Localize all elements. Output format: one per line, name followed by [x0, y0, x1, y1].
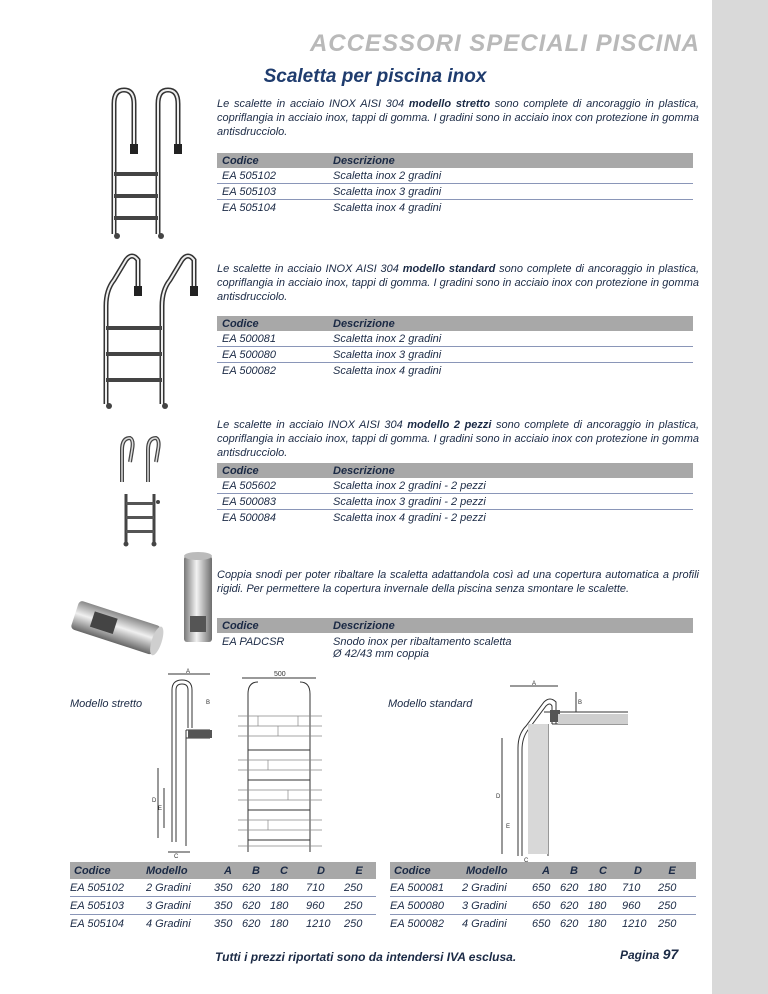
header-b: B — [252, 864, 260, 877]
header-codice: Codice — [394, 864, 431, 877]
section-4-table — [217, 618, 693, 667]
header-codice: Codice — [74, 864, 111, 877]
section-1-table — [217, 153, 693, 216]
cell-d: 960 — [622, 899, 641, 912]
header-d: D — [317, 864, 325, 877]
table-header — [217, 618, 693, 633]
dim-500: 500 — [274, 671, 286, 678]
table-row — [217, 200, 693, 216]
cell-descrizione-line-1: Snodo inox per ribaltamento scaletta — [333, 636, 512, 648]
header-b: B — [570, 864, 578, 877]
cell-d: 710 — [622, 881, 641, 894]
cell-modello: 2 Gradini — [462, 881, 507, 894]
cell-codice: EA 505102 — [222, 169, 277, 182]
diagram-standard-label: Modello standard — [388, 698, 473, 710]
cell-b: 620 — [242, 899, 261, 912]
table-row — [217, 184, 693, 200]
cell-d: 1210 — [306, 918, 331, 930]
page-label: Pagina — [620, 948, 660, 962]
cell-a: 350 — [214, 881, 233, 894]
header-codice: Codice — [222, 619, 259, 632]
section-1-description: Le scalette in acciaio INOX AISI 304 modello stretto sono complete di ancoraggio in plastica, copriflangia in acciaio inox, tappi di gomma. I gradini sono in acciaio inox con protezione in gomma antisdrucciolo. — [217, 98, 699, 138]
cell-descrizione — [333, 636, 693, 660]
cell-codice: EA 505102 — [70, 881, 125, 894]
cell-c: 180 — [588, 881, 607, 894]
ladder-2-pezzi-image — [112, 432, 184, 550]
cell-descrizione-line-2: Ø 42/43 mm coppia — [333, 648, 429, 660]
header-codice: Codice — [222, 317, 259, 330]
cell-descrizione: Scaletta inox 4 gradini - 2 pezzi — [333, 512, 486, 524]
cell-descrizione: Scaletta inox 3 gradini - 2 pezzi — [333, 495, 486, 508]
table-row — [217, 363, 693, 379]
table-row — [217, 168, 693, 184]
table-row — [390, 879, 696, 897]
ladder-stretto-image — [100, 84, 200, 244]
cell-b: 620 — [242, 918, 261, 930]
header-e: E — [668, 864, 676, 877]
cell-codice: EA 500081 — [222, 332, 277, 345]
cell-c: 180 — [588, 918, 607, 930]
cell-codice: EA 505103 — [70, 899, 125, 912]
section-2-description: Le scalette in acciaio INOX AISI 304 modello standard sono complete di ancoraggio in plastica, copriflangia in acciaio inox, tappi di gomma. I gradini sono in acciaio inox con protezione in gomma antisdrucciolo. — [217, 263, 700, 303]
cell-b: 620 — [560, 918, 579, 930]
table-row — [70, 879, 376, 897]
cell-a: 650 — [532, 899, 551, 912]
cell-descrizione: Scaletta inox 3 gradini — [333, 348, 442, 361]
cell-codice: EA 500083 — [222, 495, 277, 508]
diagram-stretto-front — [224, 668, 334, 864]
ladder-standard-image — [92, 246, 202, 412]
cell-d: 1210 — [622, 918, 647, 930]
section-2-table — [217, 316, 693, 379]
header-descrizione: Descrizione — [333, 154, 395, 167]
cell-e: 250 — [344, 899, 363, 912]
table-row — [217, 331, 693, 347]
dim-E-std: E — [506, 824, 511, 830]
header-a: A — [542, 864, 550, 877]
cell-codice: EA 500081 — [390, 881, 445, 894]
header-descrizione: Descrizione — [333, 317, 395, 330]
cell-codice: EA PADCSR — [222, 636, 285, 648]
header-a: A — [224, 864, 232, 877]
cell-descrizione: Scaletta inox 3 gradini — [333, 185, 442, 198]
header-descrizione: Descrizione — [333, 619, 395, 632]
table-row — [390, 897, 696, 915]
cell-codice: EA 500084 — [222, 512, 277, 524]
cell-e: 250 — [658, 881, 677, 894]
page-number-value: 97 — [662, 946, 679, 962]
header-c: C — [599, 864, 607, 877]
cell-c: 180 — [270, 881, 289, 894]
header-c: C — [280, 864, 288, 877]
page-title: Scaletta per piscina inox — [263, 66, 487, 87]
cell-codice: EA 505104 — [70, 918, 125, 930]
dim-C-std: C — [524, 858, 529, 862]
cell-codice: EA 500080 — [390, 899, 445, 912]
page-side-band — [712, 0, 768, 994]
cell-e: 250 — [344, 881, 363, 894]
diagram-stretto-label: Modello stretto — [70, 698, 143, 710]
table-header — [217, 463, 693, 478]
dim-A: A — [186, 669, 191, 675]
cell-modello: 4 Gradini — [462, 918, 507, 930]
table-header — [70, 862, 376, 879]
cell-c: 180 — [270, 918, 289, 930]
cell-modello: 4 Gradini — [146, 918, 191, 930]
table-header — [217, 316, 693, 331]
diagram-standard-side — [488, 678, 630, 862]
cell-modello: 3 Gradini — [462, 899, 507, 912]
header-modello: Modello — [466, 864, 508, 877]
table-row — [70, 897, 376, 915]
cell-codice: EA 505104 — [222, 202, 277, 214]
cell-e: 250 — [344, 918, 363, 930]
dim-D: D — [152, 798, 157, 804]
cell-a: 650 — [532, 881, 551, 894]
cell-codice: EA 500082 — [222, 365, 277, 377]
cell-b: 620 — [560, 899, 579, 912]
table-header — [390, 862, 696, 879]
cell-codice: EA 505602 — [222, 479, 277, 492]
section-3-description: Le scalette in acciaio INOX AISI 304 modello 2 pezzi sono complete di ancoraggio in plastica, copriflangia in acciaio inox, tappi di gomma. I gradini sono in acciaio inox con protezione in gomma antisdrucciolo. — [217, 419, 699, 459]
cell-codice: EA 500082 — [390, 918, 445, 930]
cell-e: 250 — [658, 918, 677, 930]
cell-codice: EA 500080 — [222, 348, 277, 361]
cell-b: 620 — [560, 881, 579, 894]
cell-modello: 3 Gradini — [146, 899, 191, 912]
cell-d: 710 — [306, 881, 325, 894]
cell-descrizione: Scaletta inox 2 gradini — [333, 169, 442, 182]
cell-codice: EA 505103 — [222, 185, 277, 198]
dim-B-std: B — [578, 700, 583, 706]
dim-A-std: A — [532, 681, 537, 687]
table-row — [217, 494, 693, 510]
section-4-description: Coppia snodi per poter ribaltare la scaletta adattandola così ad una copertura automatica a profili rigidi. Per permettere la copertura invernale della piscina senza smontare le scalette. — [217, 569, 699, 595]
table-header — [217, 153, 693, 168]
table-row — [217, 478, 693, 494]
dim-E: E — [158, 806, 163, 812]
header-descrizione: Descrizione — [333, 464, 395, 477]
page-number — [620, 946, 678, 962]
header-d: D — [634, 864, 642, 877]
diagram-stretto-side — [150, 668, 226, 860]
cell-modello: 2 Gradini — [146, 881, 191, 894]
hinge-joint-image — [66, 552, 216, 664]
header-codice: Codice — [222, 464, 259, 477]
cell-c: 180 — [270, 899, 289, 912]
cell-a: 650 — [532, 918, 551, 930]
cell-d: 960 — [306, 899, 325, 912]
dim-D-std: D — [496, 794, 501, 800]
cell-e: 250 — [658, 899, 677, 912]
cell-descrizione: Scaletta inox 4 gradini — [333, 202, 442, 214]
cell-b: 620 — [242, 881, 261, 894]
table-row — [70, 915, 376, 933]
header-codice: Codice — [222, 154, 259, 167]
dim-C: C — [174, 854, 179, 860]
cell-a: 350 — [214, 918, 233, 930]
section-3-table — [217, 463, 693, 526]
stretto-dimensions-table — [70, 862, 376, 933]
page-header: ACCESSORI SPECIALI PISCINA — [309, 30, 700, 57]
table-row — [217, 633, 693, 667]
table-row — [217, 347, 693, 363]
header-e: E — [355, 864, 363, 877]
cell-descrizione: Scaletta inox 2 gradini — [333, 332, 442, 345]
cell-a: 350 — [214, 899, 233, 912]
header-modello: Modello — [146, 864, 188, 877]
standard-dimensions-table — [390, 862, 696, 933]
table-row — [390, 915, 696, 933]
cell-c: 180 — [588, 899, 607, 912]
dim-B: B — [206, 700, 211, 706]
table-row — [217, 510, 693, 526]
cell-descrizione: Scaletta inox 4 gradini — [333, 365, 442, 377]
cell-descrizione: Scaletta inox 2 gradini - 2 pezzi — [333, 479, 486, 492]
footer-vat-note: Tutti i prezzi riportati sono da intendersi IVA esclusa. — [215, 950, 517, 964]
